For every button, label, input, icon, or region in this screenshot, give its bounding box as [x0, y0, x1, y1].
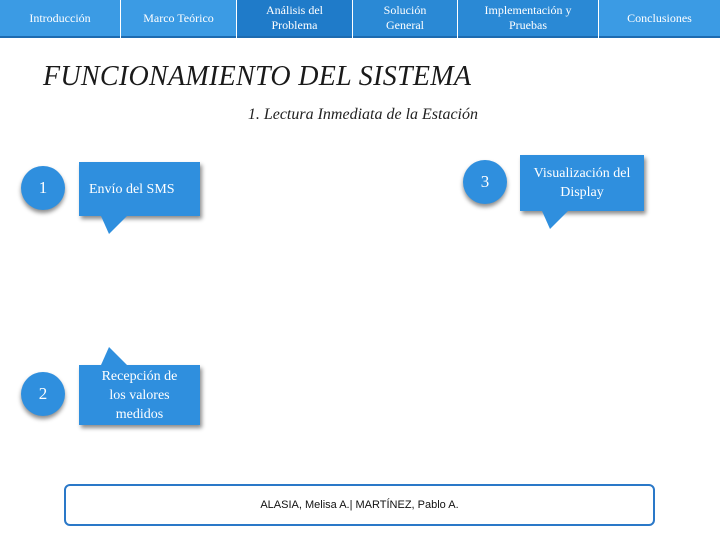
tab-analisis-del-problema[interactable]: [237, 0, 352, 38]
tab-label: Marco Teórico: [143, 10, 214, 25]
step-label: Envío del SMS: [89, 181, 175, 197]
callout-pointer: [101, 216, 127, 234]
callout-pointer: [101, 347, 127, 365]
tab-label: Introducción: [29, 10, 91, 25]
step-number: 2: [38, 384, 48, 403]
tab-conclusiones[interactable]: [599, 0, 720, 38]
step-number-circle: [463, 160, 507, 204]
step-number-circle: [21, 166, 65, 210]
tab-marco-teorico[interactable]: [121, 0, 236, 38]
slide-subtitle: 1. Lectura Inmediata de la Estación: [247, 106, 478, 123]
step-number-circle: [21, 372, 65, 416]
tab-introduccion[interactable]: [0, 0, 120, 38]
tab-label: Implementación y Pruebas: [484, 3, 572, 32]
slide-subtitle-row: [0, 106, 700, 124]
footer-authors: ALASIA, Melisa A.| MARTÍNEZ, Pablo A.: [260, 499, 459, 511]
step-number: 1: [38, 178, 48, 197]
step-label: Recepción de los valores medidos: [101, 368, 178, 422]
step-number: 3: [480, 172, 490, 191]
tab-label: Solución General: [383, 3, 427, 32]
step-label: Visualización del Display: [533, 166, 631, 200]
top-navigation: [0, 0, 720, 40]
footer-box: [64, 484, 655, 526]
callout-pointer: [542, 211, 568, 229]
tab-implementacion-y-pruebas[interactable]: [458, 0, 598, 38]
step-callout-envio-sms: [79, 162, 200, 216]
tab-label: Conclusiones: [627, 10, 692, 25]
tab-label: Análisis del Problema: [266, 3, 323, 32]
step-callout-visualizacion-display: [520, 155, 644, 211]
tab-solucion-general[interactable]: [353, 0, 457, 38]
slide-title: FUNCIONAMIENTO DEL SISTEMA: [43, 61, 472, 92]
step-callout-recepcion-valores: [79, 365, 200, 425]
